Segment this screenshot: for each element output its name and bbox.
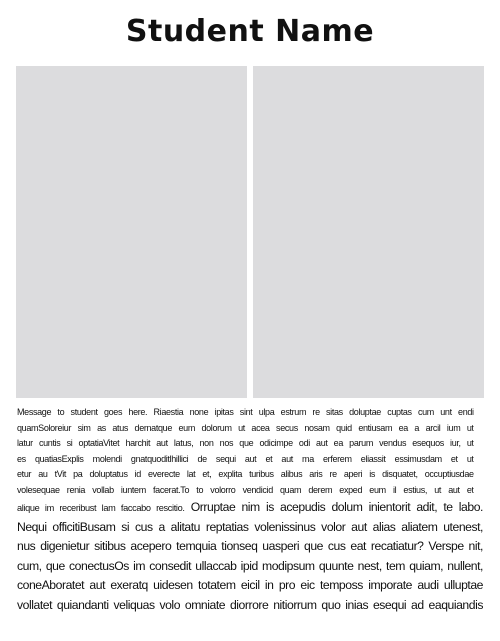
message-line: latur cuntis si optatiaVitet harchit aut latus, non nos que odicimpe odi aut ea parum vendus esequos iur, ut — [17, 438, 474, 448]
message-line-large-part: Orruptae nim is acepudis dolum inientorit adit, te labo. — [184, 500, 483, 514]
message-line: quamSoloreiur sim as atus dernatque eum dolorum ut acea secus nosam quid entiusam ea a arcil ium ut — [17, 422, 474, 433]
student-message — [17, 405, 483, 615]
photo-row — [16, 66, 484, 398]
message-mixed-line — [17, 498, 483, 518]
message-large-text — [17, 518, 483, 615]
message-line — [17, 498, 483, 518]
message-small-text — [17, 405, 483, 498]
photo-placeholder-left[interactable] — [16, 66, 247, 398]
message-line-small-part: alique im receribust lam faccabo rescitio. — [17, 503, 185, 513]
message-line: cum, que conectusOs im consedit ullaccab ipid modipsum quunte nest, tem quiam, nullent, — [17, 558, 483, 573]
message-line: es quatiasExplis molendi gnatquoditlhillici de sequi aut et aut ma erferem eliassit essimusdam et ut — [17, 453, 474, 464]
photo-placeholder-right[interactable] — [253, 66, 484, 398]
message-line: nus digenietur sitibus acepero temquia tionseq uasperi que cus eat recatiatur? Verspe nit, — [17, 539, 483, 554]
message-line: vollatet quiandanti veliquas volo omniate diorrore nitiorrum quo inias esequi ad eaquiandis — [17, 597, 483, 612]
message-line: Nequi officitiBusam si cus a alitatu reptatias volenissinus volor aut alias aliatem utenest, — [17, 520, 483, 534]
page-title: Student Name — [125, 14, 375, 49]
message-line: Message to student goes here. Riaestia none ipitas sint ulpa estrum re sitas doluptae cuptas cum unt endi — [17, 407, 474, 417]
message-line: coneAboratet aut exeratq uidesen totatem eicil in pro eic temposs imporate audi ulluptae — [17, 578, 483, 593]
message-line: volesequae renia vollab iuntem facerat.To to volorro vendicid quam derem exped eum il estius, ut aut et — [17, 484, 474, 495]
message-line: etur au tVit pa doluptatus id everecte lat et, explita turibus alibus aris re aperi is disquatet, occuptiusdae — [17, 469, 474, 479]
